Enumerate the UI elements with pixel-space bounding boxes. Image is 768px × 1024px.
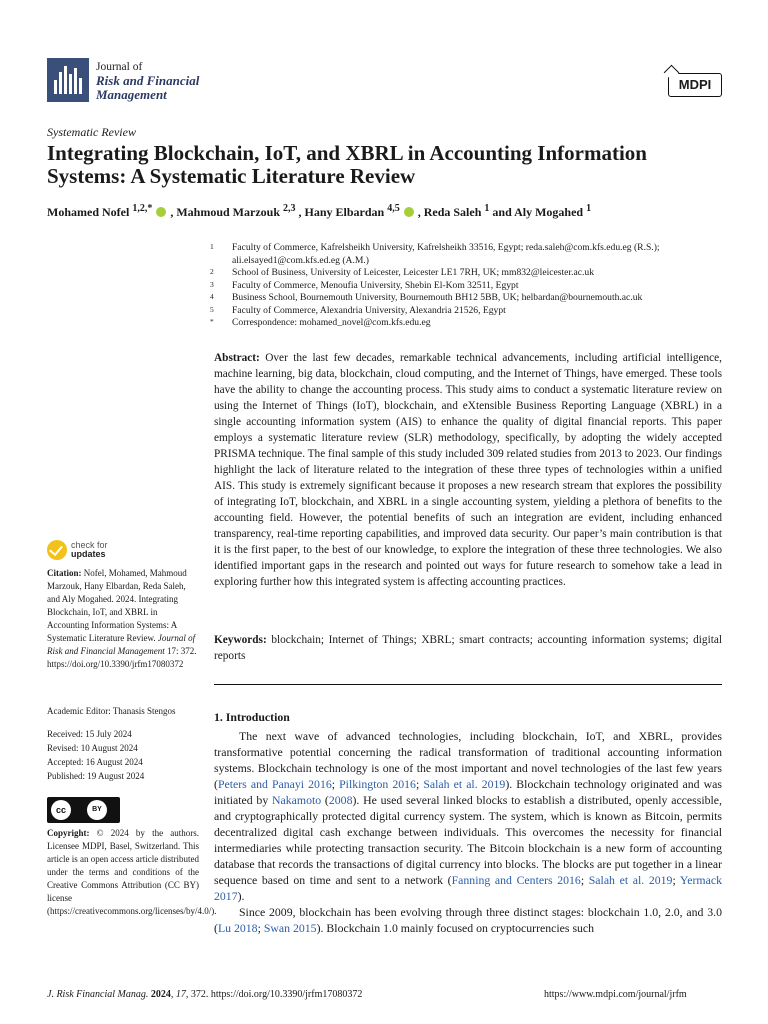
journal-name-line2: Management bbox=[96, 87, 167, 102]
keywords-label: Keywords: bbox=[214, 634, 267, 646]
affiliation-number: 3 bbox=[210, 279, 214, 289]
affiliation-item bbox=[210, 305, 730, 318]
introduction-body bbox=[214, 728, 722, 936]
journal-of: Journal of bbox=[96, 61, 143, 73]
publisher-logo: MDPI bbox=[668, 73, 722, 97]
footer-journal-url[interactable]: https://www.mdpi.com/journal/jrfm bbox=[544, 989, 687, 1000]
publication-dates bbox=[47, 727, 199, 783]
affiliation-item bbox=[210, 242, 730, 267]
author-affil: 2,3 bbox=[283, 203, 296, 214]
affiliation-number: * bbox=[210, 317, 214, 326]
affiliations bbox=[210, 242, 730, 330]
affiliation-text: Correspondence: mohamed_novel@com.kfs.edu.eg bbox=[232, 317, 431, 328]
affiliation-text: Faculty of Commerce, Alexandria University, Alexandria 21526, Egypt bbox=[232, 304, 506, 316]
paper-title: Integrating Blockchain, IoT, and XBRL in Accounting Information Systems: A Systematic Literature Review bbox=[47, 141, 647, 188]
author-affil: 1 bbox=[586, 203, 592, 214]
abstract-text: Over the last few decades, remarkable technical advancements, including artificial intelligence, machine learning, big data, blockchain, cloud computing, and the Internet of Things, have emerged. These tools have the ability to change the accounting process. This study aims to conduct a systematic literature review on using the Internet of Things (IoT), blockchain, and eXtensible Business Reporting Language (XBRL) in a single accounting information system (AIS) to enhance the quality of digital financial reports. This paper employs a systematic literature review (SLR) methodology, specifically, by adopting the widely accepted PRISMA technique. The final sample of this study included 309 related studies from 2013 to 2023. Our findings highlight the lack of literature related to the integration of these three types of technologies within a unified AIS. This study is extremely significant because it proposes a new research stream that explores the possibility of integrating IoT, blockchain, and XBRL in a single accounting system, yielding a plethora of benefits to the accounting field. However, the potential benefits of such an integration are evident, including enhanced transparency, real-time reporting capabilities, and improved data security. Our paper’s main contribution is that it is the first paper, to the best of our knowledge, to explore the integration of these three technologies. We also identified important gaps in the research and pointed out ways for future research to somehow take a lead in exploring further how this integrated system is affecting accounting practices. bbox=[214, 352, 722, 588]
copyright-text: © 2024 by the authors. Licensee MDPI, Basel, Switzerland. This article is an open access article distributed under the terms and conditions of the Creative Commons Attribution (CC BY) license (https://creativecommons.org/licenses/by/4.0/). bbox=[47, 828, 217, 916]
journal-name-line1: Risk and Financial bbox=[96, 73, 200, 88]
author-affil: 4,5 bbox=[387, 203, 400, 214]
published-date: Published: 19 August 2024 bbox=[47, 771, 145, 781]
citation-block bbox=[47, 567, 199, 671]
divider bbox=[214, 684, 722, 685]
copyright-notice bbox=[47, 827, 217, 918]
affiliation-text: School of Business, University of Leicester, Leicester LE1 7RH, UK; mm832@leicester.ac.uk bbox=[232, 267, 594, 278]
author-affil: 1,2,* bbox=[132, 203, 153, 214]
abstract bbox=[214, 350, 722, 590]
cc-by-license-badge[interactable] bbox=[47, 797, 120, 823]
citation-text: Nofel, Mohamed, Mahmoud Marzouk, Hany Elbardan, Reda Saleh, and Aly Mogahed. 2024. Integrating Blockchain, IoT, and XBRL in Accounting Information Systems: A Systematic Literature Review. bbox=[47, 568, 187, 643]
article-type: Systematic Review bbox=[47, 125, 136, 139]
copyright-label: Copyright: bbox=[47, 828, 90, 838]
affiliation-text: Faculty of Commerce, Menoufia University, Shebin El-Kom 32511, Egypt bbox=[232, 279, 519, 291]
section-heading: 1. Introduction bbox=[214, 710, 290, 724]
cc-icon: cc bbox=[51, 800, 71, 820]
citation-link[interactable]: Pilkington 2016 bbox=[339, 777, 416, 791]
author-affil: 1 bbox=[484, 203, 490, 214]
citation-doi[interactable]: 17: 372. https://doi.org/10.3390/jrfm17080372 bbox=[47, 646, 197, 669]
affiliation-number: 5 bbox=[210, 304, 214, 314]
orcid-icon[interactable] bbox=[404, 207, 414, 217]
citation-link[interactable]: Peters and Panayi 2016 bbox=[217, 777, 332, 791]
journal-logo bbox=[47, 58, 89, 102]
citation-link[interactable]: 2008 bbox=[328, 793, 353, 807]
author-name[interactable]: , Mahmoud Marzouk bbox=[170, 205, 280, 219]
author-name[interactable]: , Hany Elbardan bbox=[298, 205, 385, 219]
author-name[interactable]: Mohamed Nofel bbox=[47, 205, 130, 219]
citation-link[interactable]: Yermack 2017 bbox=[214, 873, 722, 903]
keywords bbox=[214, 632, 722, 664]
orcid-icon[interactable] bbox=[156, 207, 166, 217]
author-list bbox=[47, 203, 737, 220]
abstract-label: Abstract: bbox=[214, 352, 260, 364]
citation-label: Citation: bbox=[47, 568, 82, 578]
paragraph: Since 2009, blockchain has been evolving through three distinct stages: blockchain 1.0, 2.0, and 3.0 (Lu 2018; Swan 2015). Blockchain 1.0 mainly focused on cryptocurrencies such bbox=[214, 905, 722, 935]
affiliation-number: 4 bbox=[210, 292, 214, 301]
affiliation-number: 2 bbox=[210, 267, 214, 276]
citation-journal: Journal of Risk and Financial Management bbox=[47, 633, 196, 656]
by-icon: BY bbox=[87, 800, 107, 820]
academic-editor: Academic Editor: Thanasis Stengos bbox=[47, 706, 176, 716]
received-date: Received: 15 July 2024 bbox=[47, 729, 132, 739]
revised-date: Revised: 10 August 2024 bbox=[47, 743, 138, 753]
citation-link[interactable]: Salah et al. 2019 bbox=[588, 873, 673, 887]
citation-link[interactable]: Lu 2018 bbox=[217, 921, 258, 935]
citation-link[interactable]: Nakamoto bbox=[272, 793, 322, 807]
affiliation-item bbox=[210, 292, 730, 305]
journal-title bbox=[96, 60, 199, 102]
author-name[interactable]: , Reda Saleh bbox=[417, 205, 482, 219]
citation-link[interactable]: Fanning and Centers 2016 bbox=[451, 873, 581, 887]
affiliation-item bbox=[210, 280, 730, 293]
paragraph: The next wave of advanced technologies, including blockchain, IoT, and XBRL, provides transformative potential concerning the radical transformation of traditional accounting information systems. Blockchain technology is one of the most important and novel technologies of the last few years (Peters and Panayi 2016; Pilkington 2016; Salah et al. 2019). Blockchain technology originated and was initiated by Nakamoto (2008). He used several linked blocks to establish a distributed, openly accessible, and cryptographically protected digital currency system. The system, which is known as Bitcoin, permits decentralized digital cash exchange between individuals. This overcomes the necessity for financial intermediaries while protecting transaction security. The Bitcoin blockchain is a new form of accounting database that records the transactions of digital currency into blocks. The blocks are put together in a linear sequence based on time and sent to a network (Fanning and Centers 2016; Salah et al. 2019; Yermack 2017). bbox=[214, 729, 722, 903]
citation-link[interactable]: Swan 2015 bbox=[263, 921, 317, 935]
footer-citation: J. Risk Financial Manag. 2024, 17, 372. https://doi.org/10.3390/jrfm17080372 bbox=[47, 989, 363, 1000]
citation-link[interactable]: Salah et al. 2019 bbox=[423, 777, 506, 791]
affiliation-item bbox=[210, 317, 730, 330]
affiliation-number: 1 bbox=[210, 242, 214, 251]
check-icon bbox=[47, 540, 67, 560]
check-for-updates-label: check for updates bbox=[71, 540, 108, 559]
affiliation-text: Business School, Bournemouth University, Bournemouth BH12 5BB, UK; helbardan@bournemouth.ac.uk bbox=[232, 292, 643, 303]
accepted-date: Accepted: 16 August 2024 bbox=[47, 757, 143, 767]
check-for-updates-button[interactable] bbox=[47, 540, 157, 564]
affiliation-text: Faculty of Commerce, Kafrelsheikh University, Kafrelsheikh 33516, Egypt; reda.saleh@com.kfs.edu.eg (R.S.); ali.elsayed1@com.kfs.ed.eg (A.M.) bbox=[232, 242, 660, 266]
keywords-text: blockchain; Internet of Things; XBRL; smart contracts; accounting information systems; digital reports bbox=[214, 634, 722, 662]
affiliation-item bbox=[210, 267, 730, 280]
author-name[interactable]: and Aly Mogahed bbox=[492, 205, 584, 219]
